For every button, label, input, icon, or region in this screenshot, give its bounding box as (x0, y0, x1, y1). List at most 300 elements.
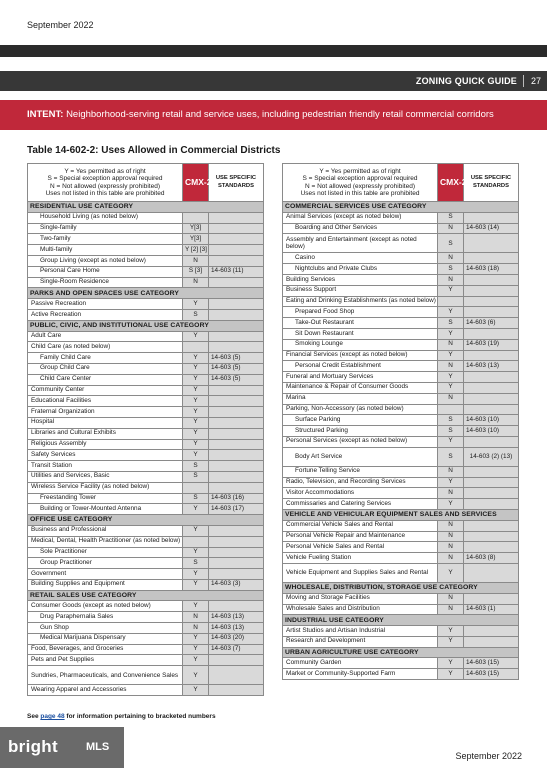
table-row (283, 604, 519, 615)
cmx2-value-cell: N (183, 255, 209, 266)
category-row (28, 202, 264, 213)
standards-cell (209, 461, 264, 472)
standards-cell (464, 285, 519, 296)
use-name-cell: Utilities and Services, Basic (28, 471, 183, 482)
use-name-cell: Consumer Goods (except as noted below) (28, 601, 183, 612)
table-row (28, 525, 264, 536)
standards-cell (464, 393, 519, 404)
standards-cell (464, 404, 519, 415)
district-header: CMX-2 (183, 164, 209, 202)
table-row (28, 363, 264, 374)
table-row (28, 644, 264, 655)
table-row (28, 234, 264, 245)
standards-cell (209, 212, 264, 223)
use-name-cell: Active Recreation (28, 309, 183, 320)
standards-cell: 14-603 (5) (209, 353, 264, 364)
table-row (283, 415, 519, 426)
use-name-cell: Market or Community-Supported Farm (283, 669, 438, 680)
header-date: September 2022 (27, 20, 94, 30)
legend-special: S = Special exception approval required (302, 175, 418, 183)
standards-cell (464, 593, 519, 604)
cmx2-value-cell: S (438, 234, 464, 253)
use-name-cell: Funeral and Mortuary Services (283, 372, 438, 383)
standards-cell (464, 328, 519, 339)
standards-cell (209, 223, 264, 234)
standards-cell (464, 307, 519, 318)
use-name-cell: Passive Recreation (28, 299, 183, 310)
standards-cell (209, 385, 264, 396)
cmx2-value-cell: N (438, 393, 464, 404)
cmx2-value-cell: Y (438, 636, 464, 647)
standards-cell (464, 542, 519, 553)
use-name-cell: Vehicle Equipment and Supplies Sales and Rental (283, 563, 438, 582)
use-name-cell: Group Child Care (28, 363, 183, 374)
standards-cell (209, 471, 264, 482)
cmx2-value-cell: Y (183, 363, 209, 374)
cmx2-value-cell: N (438, 488, 464, 499)
cmx2-value-cell: N (183, 623, 209, 634)
table-row (283, 274, 519, 285)
use-name-cell: Gun Shop (28, 623, 183, 634)
use-name-cell: Sole Practitioner (28, 547, 183, 558)
use-name-cell: Surface Parking (283, 415, 438, 426)
cmx2-value-cell: Y (183, 385, 209, 396)
category-label: RESIDENTIAL USE CATEGORY (28, 202, 264, 213)
standards-cell: 14-603 (15) (464, 669, 519, 680)
cmx2-value-cell: Y (183, 644, 209, 655)
use-name-cell: Freestanding Tower (28, 493, 183, 504)
use-name-cell: Personal Vehicle Repair and Maintenance (283, 531, 438, 542)
use-name-cell: Parking, Non-Accessory (as noted below) (283, 404, 438, 415)
standards-cell: 14-603 (16) (209, 493, 264, 504)
cmx2-value-cell: Y (183, 569, 209, 580)
use-name-cell: Building Services (283, 274, 438, 285)
uses-table-left (27, 163, 264, 696)
table-row (283, 318, 519, 329)
cmx2-value-cell (183, 342, 209, 353)
standards-cell (464, 563, 519, 582)
table-row (28, 255, 264, 266)
table-row (28, 299, 264, 310)
cmx2-value-cell: N (438, 553, 464, 564)
table-row (28, 223, 264, 234)
cmx2-value-cell: N (438, 223, 464, 234)
use-name-cell: Research and Development (283, 636, 438, 647)
cmx2-value-cell: S (183, 493, 209, 504)
cmx2-value-cell: Y (438, 477, 464, 488)
use-name-cell: Business Support (283, 285, 438, 296)
standards-cell (464, 466, 519, 477)
table-row (28, 579, 264, 590)
standards-cell: 14-603 (11) (209, 266, 264, 277)
legend-other: Uses not listed in this table are prohibited (45, 189, 165, 197)
cmx2-value-cell: Y (438, 669, 464, 680)
cmx2-value-cell: N (438, 593, 464, 604)
cmx2-value-cell: Y (438, 350, 464, 361)
use-name-cell: Prepared Food Shop (283, 307, 438, 318)
standards-cell (209, 536, 264, 547)
use-name-cell: Sit Down Restaurant (283, 328, 438, 339)
legend-cell (283, 164, 438, 202)
cmx2-value-cell: Y (183, 417, 209, 428)
standards-cell (464, 296, 519, 307)
use-name-cell: Adult Care (28, 331, 183, 342)
intent-banner (0, 100, 547, 130)
table-row (283, 658, 519, 669)
use-name-cell: Assembly and Entertainment (except as noted below) (283, 234, 438, 253)
standards-cell (209, 331, 264, 342)
use-name-cell: Moving and Storage Facilities (283, 593, 438, 604)
cmx2-value-cell: Y (183, 666, 209, 685)
use-name-cell: Drug Paraphernalia Sales (28, 612, 183, 623)
cmx2-value-cell: Y (183, 601, 209, 612)
table-row (28, 471, 264, 482)
guide-separator (523, 75, 524, 87)
use-name-cell: Sundries, Pharmaceuticals, and Convenience Sales (28, 666, 183, 685)
category-label: PARKS AND OPEN SPACES USE CATEGORY (28, 288, 264, 299)
standards-cell (464, 212, 519, 223)
table-row (28, 633, 264, 644)
use-name-cell: Maintenance & Repair of Consumer Goods (283, 382, 438, 393)
cmx2-value-cell (183, 536, 209, 547)
table-row (28, 612, 264, 623)
table-row (283, 264, 519, 275)
cmx2-value-cell: Y (438, 626, 464, 637)
standards-cell (464, 531, 519, 542)
standards-cell (209, 525, 264, 536)
table-row (283, 636, 519, 647)
use-name-cell: Personal Credit Establishment (283, 361, 438, 372)
standards-cell: 14-603 (19) (464, 339, 519, 350)
standards-cell: 14-603 (20) (209, 633, 264, 644)
legend-special: S = Special exception approval required (47, 175, 163, 183)
use-name-cell: Religious Assembly (28, 439, 183, 450)
table-row (28, 439, 264, 450)
table-row (283, 382, 519, 393)
standards-cell (464, 382, 519, 393)
use-name-cell: Family Child Care (28, 353, 183, 364)
cmx2-value-cell: N (438, 604, 464, 615)
cmx2-value-cell (183, 482, 209, 493)
cmx2-value-cell (438, 296, 464, 307)
standards-cell: 14-603 (15) (464, 658, 519, 669)
table-row (28, 655, 264, 666)
standards-cell (209, 569, 264, 580)
standards-cell (464, 477, 519, 488)
use-name-cell: Multi-family (28, 245, 183, 256)
cmx2-value-cell: Y (438, 285, 464, 296)
table-row (28, 374, 264, 385)
table-row (283, 499, 519, 510)
table-row (283, 466, 519, 477)
use-name-cell: Smoking Lounge (283, 339, 438, 350)
use-name-cell: Fraternal Organization (28, 407, 183, 418)
cmx2-value-cell: S (183, 461, 209, 472)
table-row (283, 307, 519, 318)
table-row (283, 626, 519, 637)
intent-text (27, 109, 494, 120)
cmx2-value-cell: Y[3] (183, 234, 209, 245)
footnote-page-link[interactable]: page 48 (40, 713, 65, 720)
table-row (283, 361, 519, 372)
use-name-cell: Group Living (except as noted below) (28, 255, 183, 266)
cmx2-value-cell: Y (183, 439, 209, 450)
table-row (28, 482, 264, 493)
table-row (28, 547, 264, 558)
standards-cell (464, 234, 519, 253)
table-row (28, 558, 264, 569)
page-number: 27 (530, 76, 541, 86)
table-row (28, 417, 264, 428)
district-header: CMX-2 (438, 164, 464, 202)
table-row (28, 569, 264, 580)
standards-cell (464, 274, 519, 285)
category-label: WHOLESALE, DISTRIBUTION, STORAGE USE CATEGORY (283, 582, 519, 593)
cmx2-value-cell: Y (438, 328, 464, 339)
cmx2-value-cell: N (438, 542, 464, 553)
use-name-cell: Single-Room Residence (28, 277, 183, 288)
cmx2-value-cell: S (183, 471, 209, 482)
use-name-cell: Medical, Dental, Health Practitioner (as noted below) (28, 536, 183, 547)
cmx2-value-cell: N (438, 274, 464, 285)
use-name-cell: Take-Out Restaurant (283, 318, 438, 329)
cmx2-value-cell: Y (438, 658, 464, 669)
standards-header: USE SPECIFIC STANDARDS (464, 164, 519, 202)
use-name-cell: Household Living (as noted below) (28, 212, 183, 223)
standards-cell: 14-603 (3) (209, 579, 264, 590)
cmx2-value-cell: S (438, 212, 464, 223)
standards-cell (209, 558, 264, 569)
standards-cell (209, 482, 264, 493)
standards-cell (209, 428, 264, 439)
use-name-cell: Child Care Center (28, 374, 183, 385)
table-row (283, 404, 519, 415)
legend-yes: Y = Yes permitted as of right (319, 167, 401, 175)
table-row (283, 542, 519, 553)
use-name-cell: Artist Studios and Artisan Industrial (283, 626, 438, 637)
use-name-cell: Community Center (28, 385, 183, 396)
use-name-cell: Group Practitioner (28, 558, 183, 569)
cmx2-value-cell: N (438, 253, 464, 264)
use-name-cell: Wholesale Sales and Distribution (283, 604, 438, 615)
cmx2-value-cell: N (183, 612, 209, 623)
category-row (28, 590, 264, 601)
standards-cell: 14-603 (2) (13) (464, 447, 519, 466)
table-row (28, 331, 264, 342)
legend-yes: Y = Yes permitted as of right (64, 167, 146, 175)
cmx2-value-cell: S (183, 558, 209, 569)
table-row (28, 407, 264, 418)
footer-date: September 2022 (455, 751, 522, 761)
table-row (28, 396, 264, 407)
table-row (28, 504, 264, 515)
cmx2-value-cell: Y (438, 563, 464, 582)
table-row (283, 436, 519, 447)
cmx2-value-cell: Y (183, 396, 209, 407)
table-row (28, 601, 264, 612)
standards-cell (209, 666, 264, 685)
cmx2-value-cell: N (183, 277, 209, 288)
table-row (28, 245, 264, 256)
use-name-cell: Community Garden (283, 658, 438, 669)
table-row (283, 253, 519, 264)
use-name-cell: Eating and Drinking Establishments (as noted below) (283, 296, 438, 307)
use-name-cell: Business and Professional (28, 525, 183, 536)
standards-cell: 14-603 (18) (464, 264, 519, 275)
standards-cell: 14-603 (13) (209, 612, 264, 623)
use-name-cell: Body Art Service (283, 447, 438, 466)
table-row (28, 450, 264, 461)
cmx2-value-cell: Y (183, 504, 209, 515)
standards-cell: 14-603 (5) (209, 374, 264, 385)
table-row (28, 536, 264, 547)
intent-description: Neighborhood-serving retail and service uses, including pedestrian friendly retail commercial corridors (66, 109, 494, 120)
standards-cell (209, 396, 264, 407)
cmx2-value-cell: Y (183, 353, 209, 364)
use-name-cell: Medical Marijuana Dispensary (28, 633, 183, 644)
use-name-cell: Transit Station (28, 461, 183, 472)
table-header-row (28, 164, 264, 202)
table-row (28, 277, 264, 288)
cmx2-value-cell: Y (183, 547, 209, 558)
use-name-cell: Commercial Vehicle Sales and Rental (283, 520, 438, 531)
cmx2-value-cell (438, 404, 464, 415)
table-row (283, 285, 519, 296)
cmx2-value-cell: Y (438, 307, 464, 318)
table-row (283, 223, 519, 234)
cmx2-value-cell: Y (183, 299, 209, 310)
standards-cell (464, 636, 519, 647)
standards-cell (209, 450, 264, 461)
category-row (28, 515, 264, 526)
table-row (283, 339, 519, 350)
watermark-logo-text: bright (8, 737, 58, 756)
use-name-cell: Child Care (as noted below) (28, 342, 183, 353)
table-row (28, 428, 264, 439)
table-row (28, 353, 264, 364)
cmx2-value-cell: S (438, 264, 464, 275)
standards-cell (209, 277, 264, 288)
standards-cell: 14-603 (5) (209, 363, 264, 374)
category-label: PUBLIC, CIVIC, AND INSTITUTIONAL USE CATEGORY (28, 320, 264, 331)
standards-cell (209, 255, 264, 266)
category-label: COMMERCIAL SERVICES USE CATEGORY (283, 202, 519, 213)
cmx2-value-cell: Y (438, 372, 464, 383)
category-row (28, 320, 264, 331)
use-name-cell: Animal Services (except as noted below) (283, 212, 438, 223)
table-row (283, 234, 519, 253)
footnote (27, 713, 216, 720)
table-row (28, 342, 264, 353)
standards-cell (209, 234, 264, 245)
standards-cell (464, 499, 519, 510)
table-row (283, 426, 519, 437)
table-row (28, 623, 264, 634)
table-title: Table 14-602-2: Uses Allowed in Commercial Districts (27, 145, 281, 156)
uses-table-left-body (28, 202, 264, 696)
cmx2-value-cell: Y (183, 655, 209, 666)
standards-cell: 14-603 (14) (464, 223, 519, 234)
cmx2-value-cell: S (438, 426, 464, 437)
guide-title: ZONING QUICK GUIDE (415, 76, 517, 86)
table-row (283, 520, 519, 531)
category-label: URBAN AGRICULTURE USE CATEGORY (283, 647, 519, 658)
cmx2-value-cell: Y [2] [3] (183, 245, 209, 256)
legend-other: Uses not listed in this table are prohibited (300, 189, 420, 197)
standards-cell (209, 417, 264, 428)
standards-cell (209, 299, 264, 310)
use-name-cell: Government (28, 569, 183, 580)
standards-cell: 14-603 (17) (209, 504, 264, 515)
use-name-cell: Fortune Telling Service (283, 466, 438, 477)
cmx2-value-cell: S (183, 309, 209, 320)
cmx2-value-cell: Y (183, 525, 209, 536)
cmx2-value-cell: Y (183, 428, 209, 439)
use-name-cell: Vehicle Fueling Station (283, 553, 438, 564)
cmx2-value-cell: N (438, 339, 464, 350)
use-name-cell: Educational Facilities (28, 396, 183, 407)
table-row (283, 447, 519, 466)
table-row (28, 666, 264, 685)
standards-cell: 14-603 (13) (464, 361, 519, 372)
table-row (28, 266, 264, 277)
table-row (283, 477, 519, 488)
standards-cell (209, 655, 264, 666)
standards-cell: 14-603 (10) (464, 415, 519, 426)
standards-cell (209, 439, 264, 450)
table-row (28, 385, 264, 396)
cmx2-value-cell: S (438, 447, 464, 466)
standards-cell (464, 253, 519, 264)
table-row (28, 309, 264, 320)
cmx2-value-cell (183, 212, 209, 223)
category-label: OFFICE USE CATEGORY (28, 515, 264, 526)
use-name-cell: Personal Services (except as noted below) (283, 436, 438, 447)
cmx2-value-cell: Y[3] (183, 223, 209, 234)
cmx2-value-cell: S (438, 318, 464, 329)
standards-cell (464, 626, 519, 637)
table-row (283, 350, 519, 361)
footnote-prefix: See (27, 713, 41, 720)
use-name-cell: Personal Vehicle Sales and Rental (283, 542, 438, 553)
cmx2-value-cell: N (438, 520, 464, 531)
category-row (283, 202, 519, 213)
cmx2-value-cell: Y (438, 382, 464, 393)
cmx2-value-cell: Y (183, 407, 209, 418)
use-name-cell: Single-family (28, 223, 183, 234)
cmx2-value-cell: Y (183, 685, 209, 696)
header-divider-bar (0, 45, 547, 57)
category-row (283, 615, 519, 626)
table-row (28, 493, 264, 504)
table-row (283, 372, 519, 383)
standards-cell (464, 436, 519, 447)
category-label: INDUSTRIAL USE CATEGORY (283, 615, 519, 626)
table-row (283, 553, 519, 564)
use-name-cell: Casino (283, 253, 438, 264)
legend-cell (28, 164, 183, 202)
standards-cell (464, 350, 519, 361)
legend-no: N = Not allowed (expressly prohibited) (49, 182, 160, 190)
table-row (283, 328, 519, 339)
category-label: VEHICLE AND VEHICULAR EQUIPMENT SALES AND SERVICES (283, 509, 519, 520)
use-name-cell: Structured Parking (283, 426, 438, 437)
use-name-cell: Boarding and Other Services (283, 223, 438, 234)
use-name-cell: Libraries and Cultural Exhibits (28, 428, 183, 439)
use-name-cell: Hospital (28, 417, 183, 428)
cmx2-value-cell: N (438, 466, 464, 477)
table-row (28, 461, 264, 472)
